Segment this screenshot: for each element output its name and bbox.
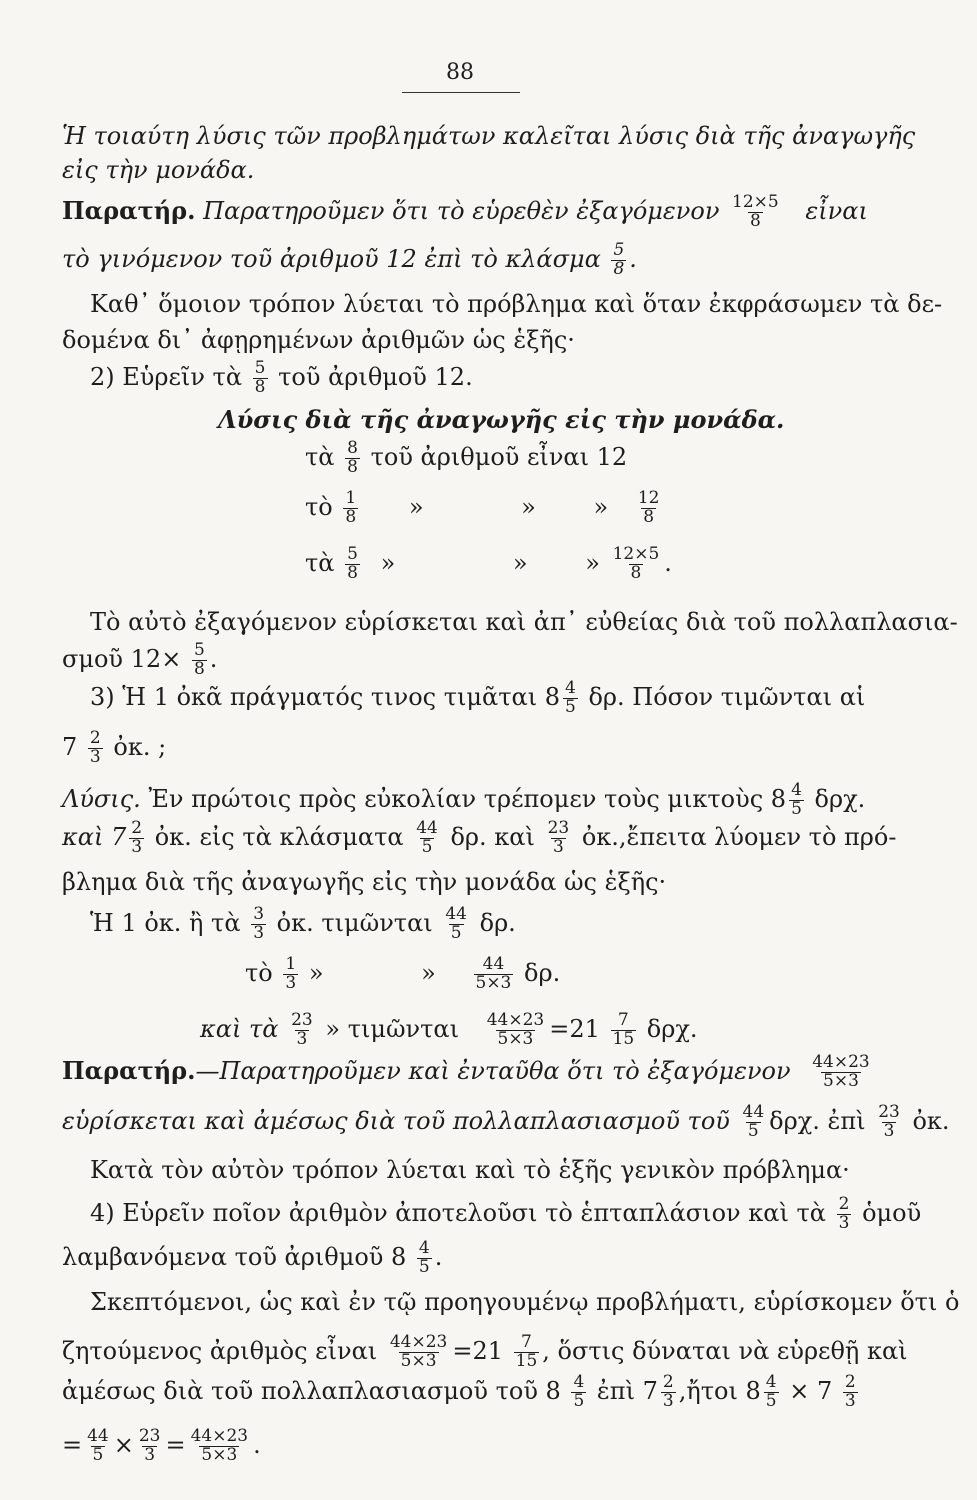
remark1-text2: εἶναι <box>805 196 868 225</box>
remark1-fraction2: $\frac{5}{8}$ <box>613 240 625 279</box>
problem4-line1: 4) Εὑρεῖν ποῖον ἀριθμὸν ἀποτελοῦσι τὸ ἑπταπλάσιον καὶ τὰ $\frac{2}{3}$ ὁμοῦ <box>90 1194 922 1233</box>
para5-line2: ζητούμενος ἀριθμὸς εἶναι $\frac{44\times 23}{5\times 3}$ =21 $\frac{7}{15}$ , ὅστις δύναται νὰ εὑρεθῇ καὶ <box>62 1332 908 1371</box>
para2-line2: δομένα δι᾽ ἀφῃρημένων ἀριθμῶν ὡς ἑξῆς· <box>62 326 575 354</box>
step3-1: Ἡ 1 ὀκ. ἢ τὰ $\frac{3}{3}$ ὀκ. τιμῶνται $\frac{44}{5}$ δρ. <box>90 904 516 943</box>
solution-title: Λύσις διὰ τῆς ἀναγωγῆς εἰς τὴν μονάδα. <box>218 405 785 434</box>
remark1-line1 <box>62 194 868 231</box>
solution3-line3: βλημα διὰ τῆς ἀναγωγῆς εἰς τὴν μονάδα ὡς ἑξῆς· <box>62 868 667 896</box>
para1-line2: εἰς τὴν μονάδα. <box>62 156 255 184</box>
step3-2: τὸ $\frac{1}{3}$ » » $\frac{44}{5\times 3}$ δρ. <box>245 954 561 993</box>
problem3-line2: 7 $\frac{2}{3}$ ὀκ. ; <box>62 728 167 767</box>
step-2: τὸ $\frac{1}{8}$ » » » $\frac{12}{8}$ <box>305 488 660 527</box>
step-3: τὰ $\frac{5}{8}$ » » » $\frac{12\times 5}{8}$ . <box>305 544 672 583</box>
para5-line1: Σκεπτόμενοι, ὡς καὶ ἐν τῷ προηγουμένῳ προβλήματι, εὑρίσκομεν ὅτι ὁ <box>90 1288 960 1316</box>
step-1: τὰ $\frac{8}{8}$ τοῦ ἀριθμοῦ εἶναι 12 <box>305 438 628 477</box>
remark1-fraction: $\frac{12\times 5}{8}$ <box>732 192 779 231</box>
problem3-line1: 3) Ἡ 1 ὀκᾶ πράγματός τινος τιμᾶται 8 $\frac{4}{5}$ δρ. Πόσον τιμῶνται αἱ <box>90 678 866 717</box>
remark1-line2: τὸ γινόμενον τοῦ ἀριθμοῦ 12 ἐπὶ τὸ κλάσμα $\frac{5}{8}$ . <box>62 240 637 279</box>
step3-3: καὶ τὰ $\frac{23}{3}$ » τιμῶνται $\frac{44\times 23}{5\times 3}$ =21 $\frac{7}{15}$ δρχ. <box>200 1010 698 1049</box>
solution3-line1: Λύσις. Ἐν πρώτοις πρὸς εὐκολίαν τρέπομεν τοὺς μικτοὺς 8 $\frac{4}{5}$ δρχ. <box>62 780 866 819</box>
para3-line1: Τὸ αὐτὸ ἐξαγόμενον εὑρίσκεται καὶ ἀπ᾽ εὐθείας διὰ τοῦ πολλαπλασια- <box>90 608 958 636</box>
para5-line4: = $\frac{44}{5}$ × $\frac{23}{3}$ = $\frac{44\times 23}{5\times 3}$ . <box>62 1426 261 1465</box>
remark2-line2: εὑρίσκεται καὶ ἀμέσως διὰ τοῦ πολλαπλασιασμοῦ τοῦ $\frac{44}{5}$ δρχ. ἐπὶ $\frac{23}{3}$ ὀκ. <box>62 1102 950 1141</box>
solution3-line2: καὶ 7 $\frac{2}{3}$ ὀκ. εἰς τὰ κλάσματα $\frac{44}{5}$ δρ. καὶ $\frac{23}{3}$ ὀκ.,ἔπειτα λύομεν τὸ πρό- <box>62 818 897 857</box>
problem2: 2) Εὑρεῖν τὰ $\frac{5}{8}$ τοῦ ἀριθμοῦ 12. <box>90 358 473 397</box>
problem4-line2: λαμβανόμενα τοῦ ἀριθμοῦ 8 $\frac{4}{5}$ . <box>62 1238 443 1277</box>
remark1-text: Παρατηροῦμεν ὅτι τὸ εὑρεθὲν ἐξαγόμενον <box>203 196 720 225</box>
page-number: 88 <box>446 60 474 85</box>
para1-line1: Ἡ τοιαύτη λύσις τῶν προβλημάτων καλεῖται λύσις διὰ τῆς ἀναγωγῆς <box>62 122 916 150</box>
remark2-heading: Παρατήρ. <box>62 1055 196 1085</box>
para5-line3: ἀμέσως διὰ τοῦ πολλαπλασιασμοῦ τοῦ 8 $\frac{4}{5}$ ἐπὶ 7 $\frac{2}{3}$ ,ἤτοι 8 $\frac{4}{5}$ × 7 $\frac{2}{3}$ <box>62 1372 856 1411</box>
para4: Κατὰ τὸν αὐτὸν τρόπον λύεται καὶ τὸ ἑξῆς γενικὸν πρόβλημα· <box>90 1156 850 1184</box>
para2-line1: Καθ᾽ ὅμοιον τρόπον λύεται τὸ πρόβλημα καὶ ὅταν ἐκφράσωμεν τὰ δε- <box>90 290 943 318</box>
para3-line2: σμοῦ 12× $\frac{5}{8}$ . <box>62 640 218 679</box>
remark1-heading: Παρατήρ. <box>62 195 196 225</box>
problem2-fraction: $\frac{5}{8}$ <box>254 358 266 397</box>
header-rule <box>402 92 520 93</box>
remark2-line1: Παρατήρ.—Παρατηροῦμεν καὶ ἐνταῦθα ὅτι τὸ ἐξαγόμενον $\frac{44\times 23}{5\times 3}$ <box>62 1052 870 1091</box>
